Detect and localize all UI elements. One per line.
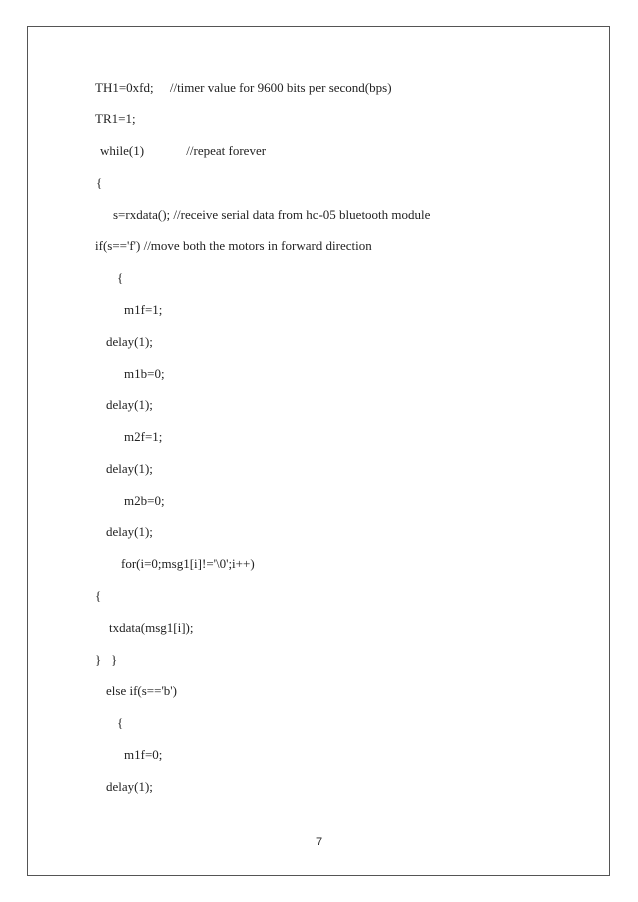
- code-line-23: delay(1);: [106, 779, 153, 794]
- code-line-10: m1b=0;: [124, 366, 165, 381]
- code-line-6: if(s=='f') //move both the motors in forward direction: [95, 238, 372, 253]
- code-line-2: TR1=1;: [95, 111, 136, 126]
- code-line-13: delay(1);: [106, 461, 153, 476]
- code-line-8: m1f=1;: [124, 302, 163, 317]
- code-line-5: s=rxdata(); //receive serial data from hc-05 bluetooth module: [113, 207, 431, 222]
- code-line-21: {: [117, 715, 124, 730]
- code-line-22: m1f=0;: [124, 747, 163, 762]
- code-line-14: m2b=0;: [124, 493, 165, 508]
- code-line-17: {: [95, 588, 102, 603]
- code-line-11: delay(1);: [106, 397, 153, 412]
- code-line-9: delay(1);: [106, 334, 153, 349]
- code-line-16: for(i=0;msg1[i]!='\0';i++): [121, 556, 255, 571]
- code-line-18: txdata(msg1[i]);: [109, 620, 194, 635]
- code-line-3: while(1) //repeat forever: [100, 143, 267, 158]
- code-line-12: m2f=1;: [124, 429, 163, 444]
- page-number: 7: [316, 836, 323, 848]
- code-line-7: {: [117, 270, 124, 285]
- code-line-1: TH1=0xfd; //timer value for 9600 bits per second(bps): [95, 80, 392, 95]
- code-line-4: {: [96, 175, 103, 190]
- code-line-20: else if(s=='b'): [106, 683, 177, 698]
- code-line-15: delay(1);: [106, 524, 153, 539]
- code-line-19: } }: [95, 652, 118, 667]
